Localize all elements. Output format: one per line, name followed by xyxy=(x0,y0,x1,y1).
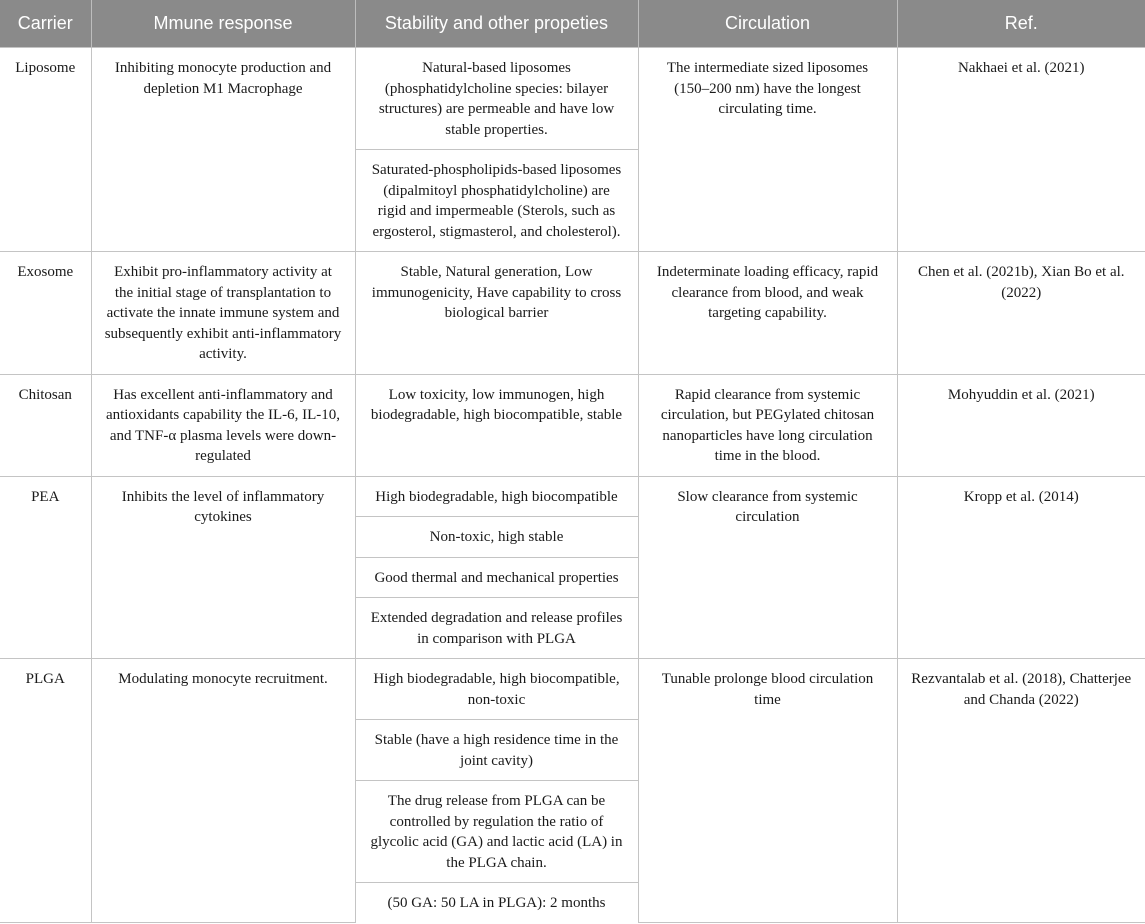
immune-response-cell: Inhibiting monocyte production and depletion M1 Macrophage xyxy=(91,48,355,252)
carrier-cell: PEA xyxy=(0,476,91,659)
stability-cell: The drug release from PLGA can be controlled by regulation the ratio of glycolic acid (GA) and lactic acid (LA) in the PLGA chain. xyxy=(355,781,638,883)
ref-cell: Kropp et al. (2014) xyxy=(897,476,1145,659)
header-immune-response: Mmune response xyxy=(91,0,355,48)
carrier-cell: Liposome xyxy=(0,48,91,252)
table-row xyxy=(0,476,1145,517)
immune-response-cell: Exhibit pro-inflammatory activity at the initial stage of transplantation to activate the innate immune system and subsequently exhibit anti-inflammatory activity. xyxy=(91,252,355,375)
ref-cell: Chen et al. (2021b), Xian Bo et al. (2022) xyxy=(897,252,1145,375)
carrier-cell: Exosome xyxy=(0,252,91,375)
table-row xyxy=(0,659,1145,720)
table-row xyxy=(0,252,1145,375)
immune-response-cell: Has excellent anti-inflammatory and antioxidants capability the IL-6, IL-10, and TNF-α plasma levels were down-regulated xyxy=(91,374,355,476)
stability-cell: (50 GA: 50 LA in PLGA): 2 months xyxy=(355,883,638,923)
stability-cell: Stable, Natural generation, Low immunogenicity, Have capability to cross biological barrier xyxy=(355,252,638,375)
immune-response-cell: Modulating monocyte recruitment. xyxy=(91,659,355,923)
stability-cell: High biodegradable, high biocompatible, non-toxic xyxy=(355,659,638,720)
ref-cell: Rezvantalab et al. (2018), Chatterjee and Chanda (2022) xyxy=(897,659,1145,923)
circulation-cell: Indeterminate loading efficacy, rapid clearance from blood, and weak targeting capability. xyxy=(638,252,897,375)
carrier-cell: PLGA xyxy=(0,659,91,923)
ref-cell: Nakhaei et al. (2021) xyxy=(897,48,1145,252)
header-row xyxy=(0,0,1145,48)
stability-cell: Stable (have a high residence time in the joint cavity) xyxy=(355,720,638,781)
immune-response-cell: Inhibits the level of inflammatory cytokines xyxy=(91,476,355,659)
table-header xyxy=(0,0,1145,48)
table-row xyxy=(0,48,1145,150)
stability-cell: High biodegradable, high biocompatible xyxy=(355,476,638,517)
stability-cell: Non-toxic, high stable xyxy=(355,517,638,558)
stability-cell: Natural-based liposomes (phosphatidylcholine species: bilayer structures) are permeable and have low stable properties. xyxy=(355,48,638,150)
header-carrier: Carrier xyxy=(0,0,91,48)
header-circulation: Circulation xyxy=(638,0,897,48)
stability-cell: Low toxicity, low immunogen, high biodegradable, high biocompatible, stable xyxy=(355,374,638,476)
table-body xyxy=(0,48,1145,923)
header-ref: Ref. xyxy=(897,0,1145,48)
circulation-cell: Slow clearance from systemic circulation xyxy=(638,476,897,659)
circulation-cell: Tunable prolonge blood circulation time xyxy=(638,659,897,923)
carrier-cell: Chitosan xyxy=(0,374,91,476)
stability-cell: Extended degradation and release profiles in comparison with PLGA xyxy=(355,598,638,659)
ref-cell: Mohyuddin et al. (2021) xyxy=(897,374,1145,476)
table-row xyxy=(0,374,1145,476)
circulation-cell: The intermediate sized liposomes (150–200 nm) have the longest circulating time. xyxy=(638,48,897,252)
stability-cell: Saturated-phospholipids-based liposomes (dipalmitoyl phosphatidylcholine) are rigid and impermeable (Sterols, such as ergosterol, stigmasterol, and cholesterol). xyxy=(355,150,638,252)
header-stability: Stability and other propeties xyxy=(355,0,638,48)
stability-cell: Good thermal and mechanical properties xyxy=(355,557,638,598)
circulation-cell: Rapid clearance from systemic circulation, but PEGylated chitosan nanoparticles have long circulation time in the blood. xyxy=(638,374,897,476)
